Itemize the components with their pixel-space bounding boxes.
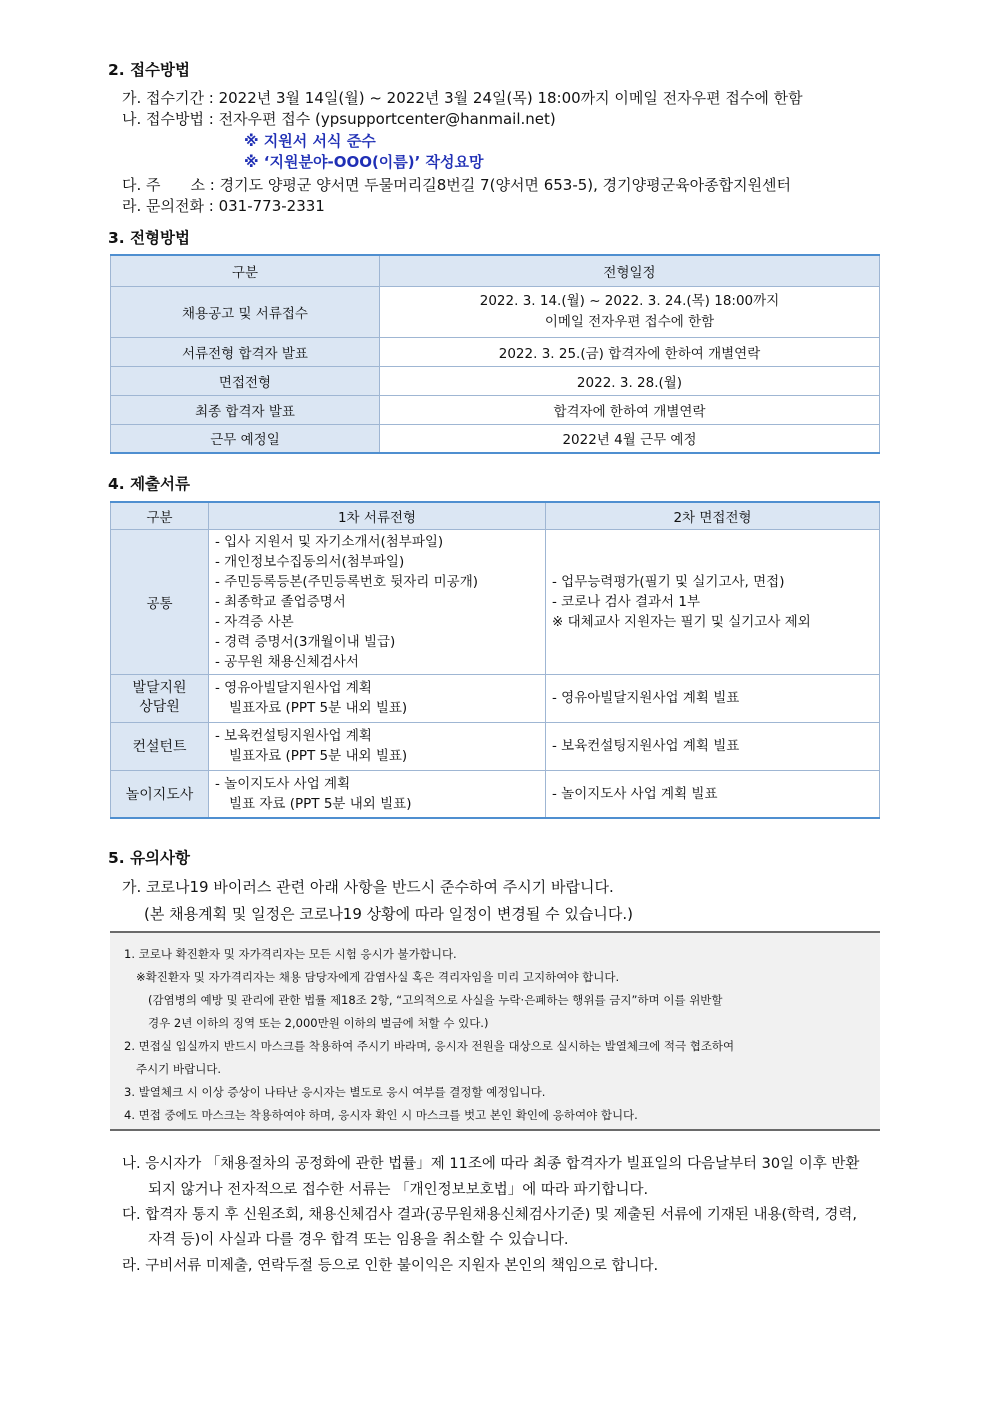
method-line: 나. 접수방법 : 전자우편 접수 (ypsupportcenter@hanmail.net) <box>122 110 556 128</box>
list-item: ※ 대체교사 지원자는 필기 및 실기고사 제외 <box>552 613 811 630</box>
phone-line: 라. 문의전화 : 031-773-2331 <box>122 197 325 215</box>
notice-na-line2: 되지 않거나 전자적으로 접수한 서류는 「개인정보보호법」에 따라 파기합니다. <box>148 1182 649 1198</box>
covid-notice-box <box>110 931 880 1131</box>
list-item: - 업무능력평가(필기 및 실기고사, 면접) <box>552 573 785 590</box>
address-line: 다. 주 소 : 경기도 양평군 양서면 두물머리길8번길 7(양서면 653-5), 경기양평군육아종합지원센터 <box>122 176 792 194</box>
list-item: - 개인정보수집동의서(첨부파일) <box>215 553 405 570</box>
notice-item: 4. 면접 중에도 마스크는 착용하여야 하며, 응시자 확인 시 마스크를 벗고 본인 확인에 응하여야 합니다. <box>124 1108 638 1122</box>
notice-na-line: 나. 응시자가 「채용절차의 공정화에 관한 법률」제 11조에 따라 최종 합격자가 빌표일의 다음날부터 30일 이후 반환 <box>122 1156 860 1172</box>
notice-item: 주시기 바랍니다. <box>136 1062 222 1076</box>
doc-list <box>209 529 546 674</box>
list-item: 빌표 자료 (PPT 5분 내외 빌표) <box>229 795 412 812</box>
interview-item: - 놀이지도사 사업 계획 빌표 <box>546 770 880 818</box>
doc-list <box>209 770 546 818</box>
section-2-title: 2. 접수방법 <box>108 61 190 79</box>
list-item: - 보육컨설팅지원사업 계획 <box>215 728 372 744</box>
list-item: - 놀이지도사 사업 계획 <box>215 775 351 792</box>
table-row <box>111 674 880 722</box>
list-item: - 주민등록등본(주민등록번호 뒷자리 미공개) <box>215 573 479 590</box>
row-label: 컨설턴트 <box>111 722 209 770</box>
list-item: - 영유아빌달지원사업 계획 <box>215 680 372 696</box>
notice-ga-line: 가. 코로나19 바이러스 관련 아래 사항을 반드시 준수하여 주시기 바랍니다. <box>122 878 614 896</box>
table-row <box>111 424 880 453</box>
notice-item: 경우 2년 이하의 징역 또는 2,000만원 이하의 벌금에 처할 수 있다.) <box>148 1016 489 1030</box>
section-5-title: 5. 유의사항 <box>108 849 190 867</box>
row-value: 2022년 4월 근무 예정 <box>380 424 880 453</box>
row-label: 공통 <box>111 529 209 674</box>
list-item: - 입사 지원서 및 자기소개서(첨부파일) <box>215 533 444 550</box>
section-3-title: 3. 전형방법 <box>108 229 190 247</box>
row-label-line: 상담원 <box>139 699 180 715</box>
row-label <box>111 674 209 722</box>
row-label: 최종 합격자 발표 <box>111 395 380 424</box>
table-row <box>111 395 880 424</box>
notice-item: 1. 코로나 확진환자 및 자가격리자는 모든 시험 응시가 불가합니다. <box>124 947 457 961</box>
row-value-line: 이메일 전자우편 접수에 한함 <box>544 313 715 330</box>
note-title: ※ ‘지원분야-OOO(이름)’ 작성요망 <box>244 153 484 171</box>
notice-ra-line: 라. 구비서류 미제출, 연락두절 등으로 인한 불이익은 지원자 본인의 책임으로 합니다. <box>122 1258 659 1274</box>
notice-da-line2: 자격 등)이 사실과 다를 경우 합격 또는 임용을 취소할 수 있습니다. <box>148 1232 569 1248</box>
list-item: - 최종학교 졸업증명서 <box>215 593 346 610</box>
list-item: - 코로나 검사 결과서 1부 <box>552 593 700 610</box>
row-value-line: 2022. 3. 14.(월) ~ 2022. 3. 24.(목) 18:00까지 <box>479 292 780 309</box>
row-label: 근무 예정일 <box>111 424 380 453</box>
row-label-line: 발달지원 <box>132 680 187 696</box>
notice-item: 3. 발열체크 시 이상 증상이 나타난 응시자는 별도로 응시 여부를 결정할 예정입니다. <box>124 1085 546 1099</box>
period-line: 가. 접수기간 : 2022년 3월 14일(월) ~ 2022년 3월 24일(목) 18:00까지 이메일 전자우편 접수에 한함 <box>122 89 803 107</box>
interview-item: - 영유아빌달지원사업 계획 빌표 <box>546 674 880 722</box>
notice-da-line: 다. 합격자 통지 후 신원조회, 채용신체검사 결과(공무원채용신체검사기준) 및 제출된 서류에 기재된 내용(학력, 경력, <box>122 1207 858 1223</box>
documents-table <box>110 501 880 819</box>
row-label: 채용공고 및 서류접수 <box>111 286 380 337</box>
col-category: 구분 <box>111 502 209 529</box>
row-value: 2022. 3. 28.(월) <box>380 366 880 395</box>
list-item: 빌표자료 (PPT 5분 내외 빌표) <box>229 748 408 764</box>
list-item: - 자격증 사본 <box>215 613 294 630</box>
row-value <box>380 286 880 337</box>
list-item: 빌표자료 (PPT 5분 내외 빌표) <box>229 700 408 716</box>
notice-item: ※확진환자 및 자가격리자는 채용 담당자에게 감염사실 혹은 격리자임을 미리 고지하여야 합니다. <box>136 970 620 984</box>
row-label: 면접전형 <box>111 366 380 395</box>
row-label: 놀이지도사 <box>111 770 209 818</box>
row-label: 서류전형 합격자 발표 <box>111 337 380 366</box>
list-item: - 공무원 채용신체검사서 <box>215 653 359 670</box>
col-second-round: 2차 면접전형 <box>546 502 880 529</box>
doc-list <box>209 722 546 770</box>
interview-item: - 보육컨설팅지원사업 계획 빌표 <box>546 722 880 770</box>
doc-list <box>209 674 546 722</box>
row-value: 2022. 3. 25.(금) 합격자에 한하여 개별연락 <box>380 337 880 366</box>
row-value: 합격자에 한하여 개별연락 <box>380 395 880 424</box>
notice-item: (감염병의 예방 및 관리에 관한 법률 제18조 2항, “고의적으로 사실을 누락·은폐하는 행위를 금지”하며 이를 위반할 <box>148 993 723 1007</box>
table-row <box>111 529 880 674</box>
note-form: ※ 지원서 서식 준수 <box>244 132 376 150</box>
col-category: 구분 <box>111 255 380 286</box>
table-row <box>111 337 880 366</box>
table-row <box>111 366 880 395</box>
interview-list <box>546 529 880 674</box>
col-schedule: 전형일정 <box>380 255 880 286</box>
notice-ga-sub: (본 채용계획 및 일정은 코로나19 상황에 따라 일정이 변경될 수 있습니다.) <box>144 905 633 923</box>
table-row <box>111 286 880 337</box>
col-first-round: 1차 서류전형 <box>209 502 546 529</box>
list-item: - 경력 증명서(3개월이내 빌급) <box>215 633 396 650</box>
section-4-title: 4. 제출서류 <box>108 475 190 493</box>
table-row <box>111 722 880 770</box>
notice-item: 2. 면접실 입실까지 반드시 마스크를 착용하여 주시기 바라며, 응시자 전원을 대상으로 실시하는 발열체크에 적극 협조하여 <box>124 1039 735 1053</box>
selection-table <box>110 254 880 454</box>
table-row <box>111 770 880 818</box>
